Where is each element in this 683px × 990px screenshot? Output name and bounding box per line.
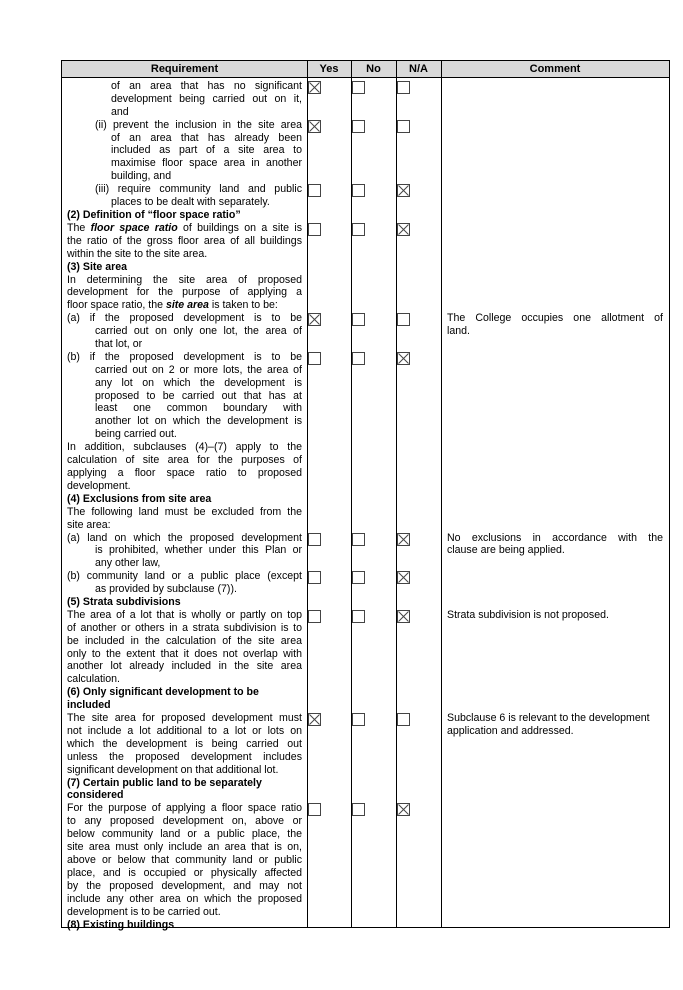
- no-checkbox[interactable]: [352, 803, 365, 816]
- requirement-line: (a) if the proposed development is to be: [67, 312, 302, 325]
- requirement-line: included: [67, 699, 111, 712]
- header-comment: Comment: [529, 63, 581, 75]
- requirement-text: [67, 919, 302, 932]
- na-checkbox[interactable]: [397, 533, 410, 546]
- yes-checkbox[interactable]: [308, 223, 321, 236]
- na-checkbox[interactable]: [397, 571, 410, 584]
- na-checkbox[interactable]: [397, 713, 410, 726]
- header-no: No: [366, 63, 381, 75]
- requirement-text: [67, 493, 302, 506]
- header-na: N/A: [409, 63, 428, 75]
- requirement-line: (b) if the proposed development is to be: [67, 350, 302, 363]
- requirement-line: In addition, subclauses (4)–(7) apply to the: [67, 441, 302, 454]
- requirement-line: In determining the site area of proposed: [67, 273, 302, 286]
- comment-text: [447, 312, 663, 338]
- requirement-line: development.: [67, 479, 131, 492]
- requirement-line: The floor space ratio of buildings on a site is: [67, 221, 302, 234]
- requirement-line: by the proposed development, and may not: [67, 879, 302, 892]
- requirement-text: [67, 274, 302, 313]
- comment-line: clause are being applied.: [447, 544, 565, 557]
- requirement-line: to any proposed development on, above or: [67, 815, 302, 828]
- requirement-line: which the development is being carried out: [67, 737, 302, 750]
- requirement-line: carried out on 2 or more lots, the area of: [95, 363, 302, 376]
- no-checkbox[interactable]: [352, 184, 365, 197]
- yes-checkbox[interactable]: [308, 713, 321, 726]
- no-checkbox[interactable]: [352, 313, 365, 326]
- requirement-text: [67, 119, 302, 183]
- requirement-line: (2) Definition of “floor space ratio”: [67, 209, 241, 221]
- yes-checkbox[interactable]: [308, 120, 321, 133]
- no-checkbox[interactable]: [352, 120, 365, 133]
- requirement-line: (5) Strata subdivisions: [67, 596, 181, 608]
- requirement-line: carried out on only one lot, the area of: [95, 325, 302, 338]
- requirement-line: another lot already included in the site area: [67, 660, 302, 673]
- requirement-line: included as part of a site area to: [111, 144, 302, 157]
- table-header: [62, 61, 669, 78]
- requirement-line: considered: [67, 789, 124, 802]
- comment-line: Strata subdivision is not proposed.: [447, 608, 609, 621]
- requirement-line: The area of a lot that is wholly or partly on top: [67, 608, 302, 621]
- requirement-line: below community land or a public place, the: [67, 828, 302, 841]
- na-checkbox[interactable]: [397, 81, 410, 94]
- comment-line: land.: [447, 325, 470, 338]
- requirement-line: of an area that has already been: [111, 131, 302, 144]
- requirement-line: development being carried out on it,: [111, 92, 302, 105]
- requirement-text: [67, 183, 302, 209]
- comment-line: The College occupies one allotment of: [447, 312, 663, 325]
- yes-checkbox[interactable]: [308, 184, 321, 197]
- yes-checkbox[interactable]: [308, 352, 321, 365]
- requirement-line: any other law,: [95, 557, 161, 570]
- requirement-line: that lot, or: [95, 337, 143, 350]
- no-checkbox[interactable]: [352, 223, 365, 236]
- requirement-line: another lot on which the development is: [95, 415, 302, 428]
- requirement-text: [67, 686, 302, 712]
- requirement-text: [67, 777, 302, 803]
- yes-checkbox[interactable]: [308, 81, 321, 94]
- requirement-line: only to the extent that it does not overlap with: [67, 647, 302, 660]
- yes-checkbox[interactable]: [308, 571, 321, 584]
- requirement-line: places to be dealt with separately.: [111, 196, 270, 209]
- requirement-line: and: [111, 105, 129, 118]
- requirement-line: (3) Site area: [67, 260, 128, 273]
- requirement-text: [67, 506, 302, 532]
- requirement-text: [67, 596, 302, 609]
- na-checkbox[interactable]: [397, 120, 410, 133]
- requirement-line: (a) land on which the proposed development: [67, 531, 302, 544]
- yes-checkbox[interactable]: [308, 313, 321, 326]
- no-checkbox[interactable]: [352, 352, 365, 365]
- requirement-line: (6) Only significant development to be: [67, 686, 259, 699]
- requirement-line: within the site to the site area.: [67, 247, 208, 260]
- requirement-line: least one common boundary with: [95, 402, 302, 415]
- requirement-line: The following land must be excluded from the: [67, 505, 302, 518]
- requirement-text: [67, 802, 302, 918]
- na-checkbox[interactable]: [397, 223, 410, 236]
- requirement-line: any lot on which the development is: [95, 376, 302, 389]
- na-checkbox[interactable]: [397, 352, 410, 365]
- requirement-line: proposed to be carried out that has at: [95, 389, 302, 402]
- requirement-line: not include a lot additional to a lot or lots on: [67, 724, 302, 737]
- na-checkbox[interactable]: [397, 313, 410, 326]
- requirement-line: significant development on that additional lot.: [67, 763, 279, 776]
- no-checkbox[interactable]: [352, 81, 365, 94]
- requirement-line: be included in the calculation of the site area: [67, 634, 302, 647]
- requirement-text: [67, 532, 302, 571]
- requirement-line: being carried out.: [95, 428, 177, 441]
- requirement-line: include any other area on which the proposed: [67, 892, 302, 905]
- na-checkbox[interactable]: [397, 610, 410, 623]
- requirement-line: site area:: [67, 518, 111, 531]
- requirement-line: site area must only include an area that is on,: [67, 841, 302, 854]
- requirement-text: [67, 712, 302, 776]
- requirement-line: The site area for proposed development must: [67, 712, 302, 725]
- requirement-text: [67, 222, 302, 261]
- requirement-line: is prohibited, whether under this Plan or: [95, 544, 302, 557]
- requirement-line: (b) community land or a public place (except: [67, 570, 302, 583]
- requirement-text: [67, 80, 302, 119]
- comment-text: [447, 609, 663, 622]
- requirement-text: [67, 570, 302, 596]
- header-yes: Yes: [319, 63, 339, 75]
- requirement-text: [67, 312, 302, 351]
- no-checkbox[interactable]: [352, 571, 365, 584]
- compliance-table: [61, 60, 670, 931]
- requirement-line: development is to be carried out.: [67, 905, 221, 918]
- requirement-line: of another or others in a strata subdivision is to: [67, 621, 302, 634]
- header-requirement: Requirement: [150, 63, 219, 75]
- comment-line: No exclusions in accordance with the: [447, 531, 663, 544]
- requirement-line: of an area that has no significant: [111, 80, 302, 92]
- requirement-text: [67, 441, 302, 493]
- no-checkbox[interactable]: [352, 713, 365, 726]
- requirement-line: the ratio of the gross floor area of all buildings: [67, 234, 302, 247]
- requirement-line: maximise floor space area in another: [111, 157, 302, 170]
- no-checkbox[interactable]: [352, 533, 365, 546]
- requirement-line: (ii) prevent the inclusion in the site area: [95, 118, 302, 131]
- requirement-line: above or below that community land or public: [67, 853, 302, 866]
- no-checkbox[interactable]: [352, 610, 365, 623]
- requirement-text: [67, 351, 302, 441]
- requirement-line: (7) Certain public land to be separately: [67, 776, 262, 789]
- requirement-line: place, and is occupied or physically affected: [67, 866, 302, 879]
- requirement-text: [67, 261, 302, 274]
- requirement-line: building, and: [111, 170, 172, 183]
- comment-text: [447, 532, 663, 558]
- requirement-text: [67, 609, 302, 686]
- requirement-line: development for the purpose of applying a: [67, 286, 302, 299]
- yes-checkbox[interactable]: [308, 803, 321, 816]
- comment-text: [447, 712, 663, 738]
- requirement-line: unless the proposed development includes: [67, 750, 302, 763]
- column-divider: [441, 61, 442, 927]
- requirement-text: [67, 209, 302, 222]
- na-checkbox[interactable]: [397, 184, 410, 197]
- yes-checkbox[interactable]: [308, 533, 321, 546]
- requirement-line: applying a floor space ratio to proposed: [67, 466, 302, 479]
- requirement-line: For the purpose of applying a floor space ratio: [67, 802, 302, 815]
- requirement-line: floor space ratio, the site area is taken to be:: [67, 299, 278, 312]
- requirement-line: as provided by subclause (7)).: [95, 583, 237, 596]
- requirement-line: (iii) require community land and public: [95, 183, 302, 196]
- na-checkbox[interactable]: [397, 803, 410, 816]
- comment-line: Subclause 6 is relevant to the development: [447, 712, 650, 725]
- requirement-line: (4) Exclusions from site area: [67, 492, 212, 505]
- comment-line: application and addressed.: [447, 724, 574, 737]
- requirement-line: (8) Existing buildings: [67, 918, 175, 931]
- requirement-line: calculation of site area for the purposes of: [67, 454, 302, 467]
- yes-checkbox[interactable]: [308, 610, 321, 623]
- requirement-line: calculation.: [67, 673, 120, 686]
